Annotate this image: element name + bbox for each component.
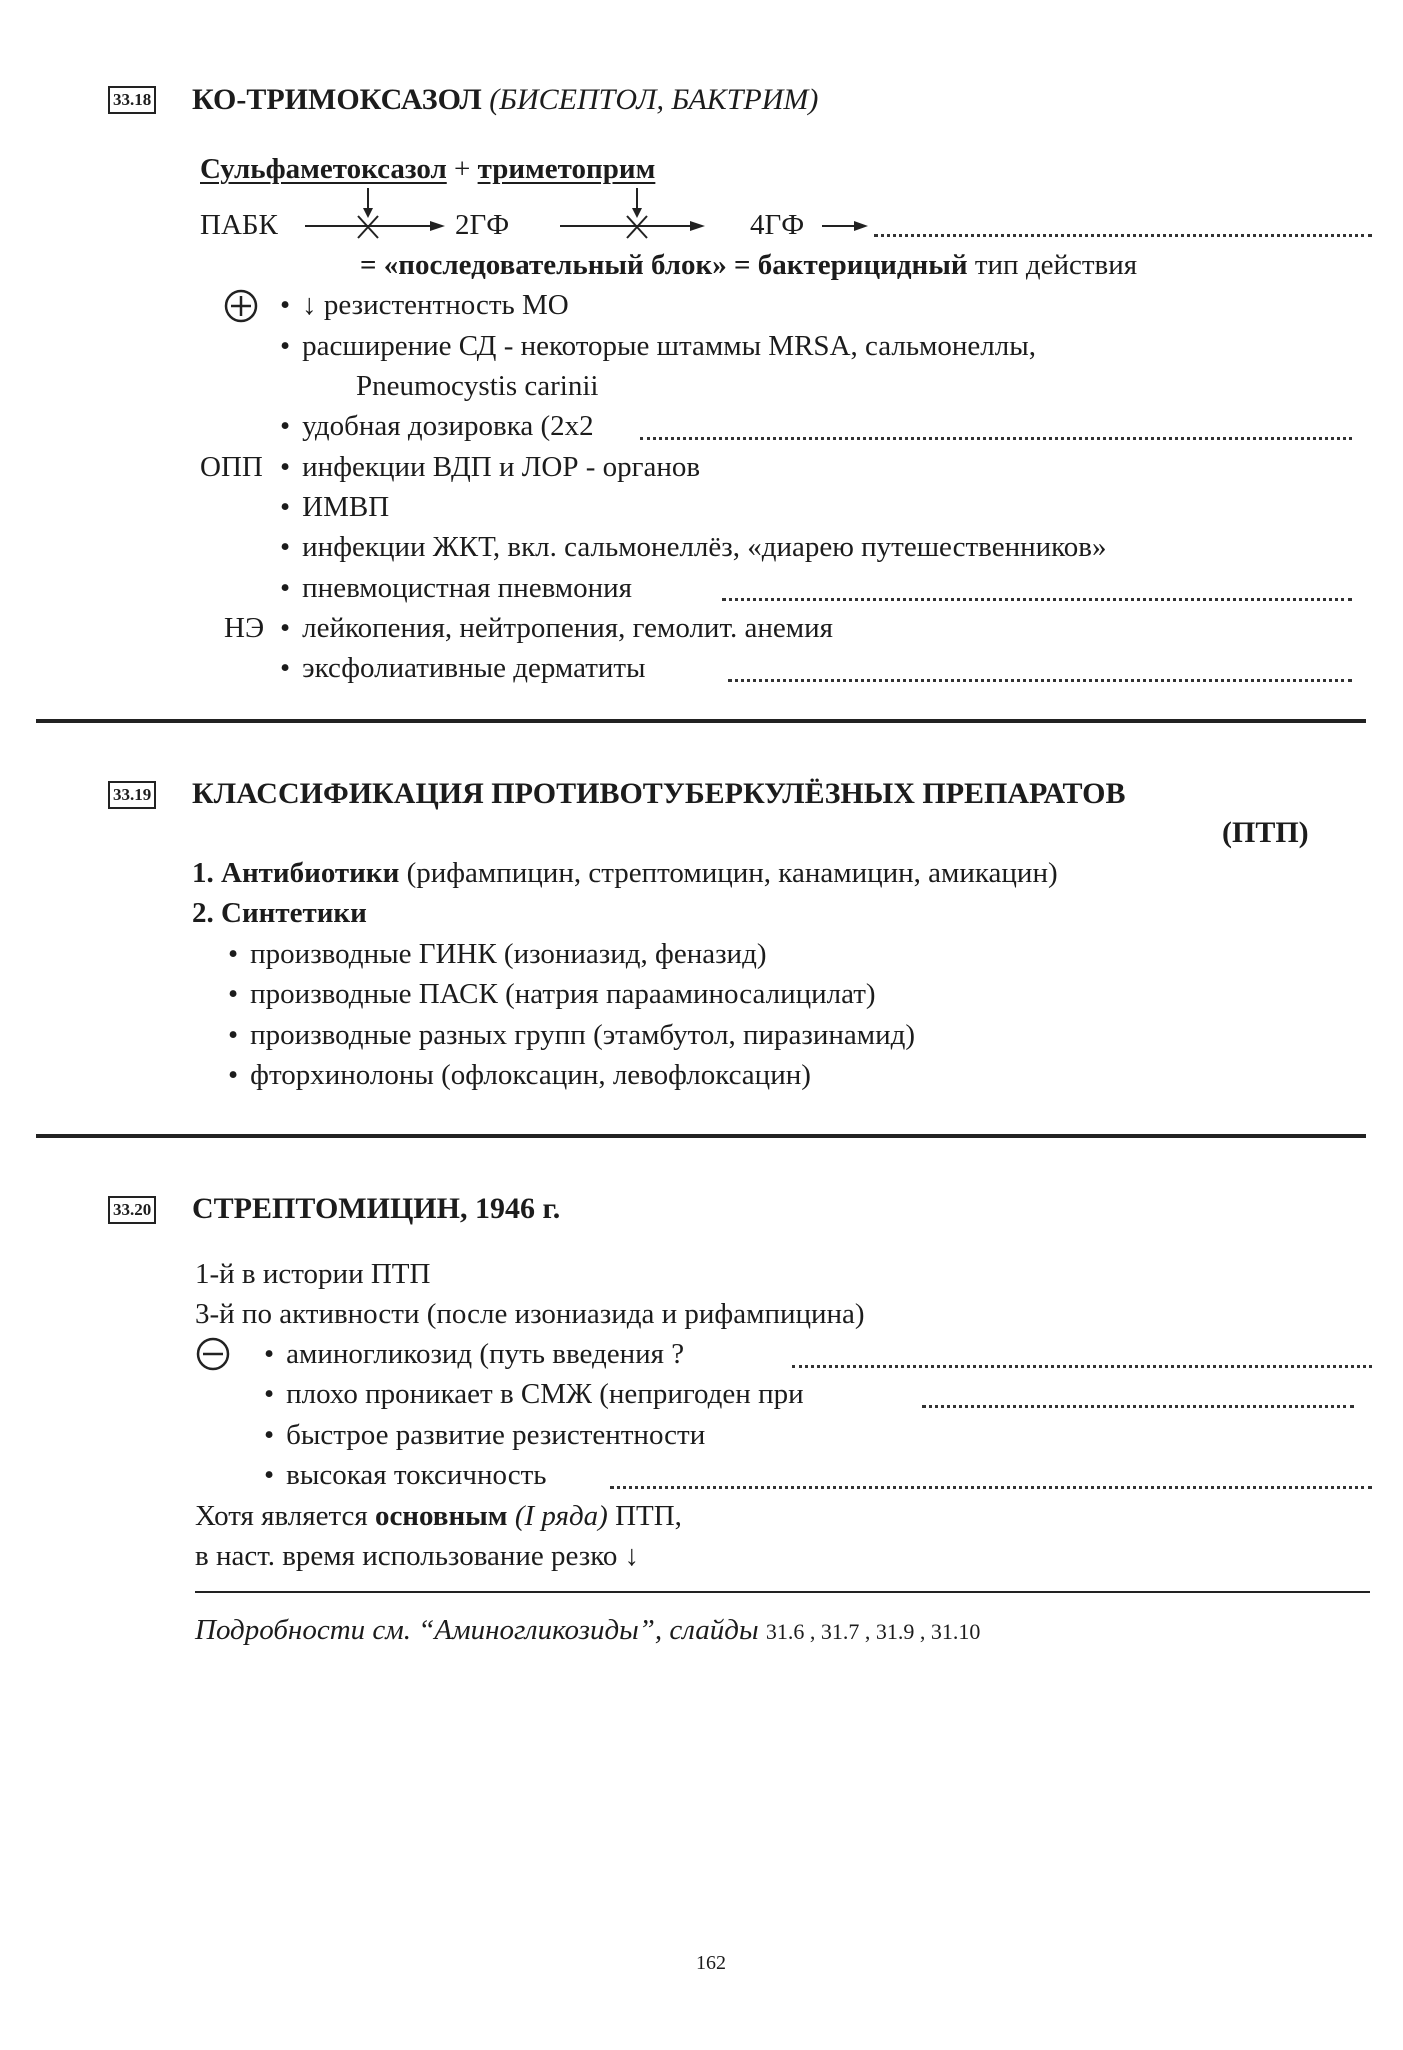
synthetic-subitem: • производные ПАСК (натрия парааминосалицилат): [228, 977, 876, 1011]
dotted-blank: [722, 598, 1352, 601]
plus-item: • расширение СД - некоторые штаммы MRSA, сальмонеллы,: [280, 329, 1036, 363]
strepto-line: 1-й в истории ПТП: [195, 1258, 431, 1290]
minus-item: • высокая токсичность: [264, 1458, 546, 1492]
side-effect-item: • эксфолиативные дерматиты: [280, 651, 646, 685]
conclusion-bold: основным: [374, 1500, 508, 1532]
minus-item: • плохо проникает в СМЖ (непригоден при: [264, 1377, 804, 1411]
section-title-abbr: (ПТП): [1222, 816, 1309, 849]
conclusion-italic: (I ряда): [514, 1500, 608, 1532]
indication-item: • пневмоцистная пневмония: [280, 571, 632, 605]
conclusion-post: ПТП,: [615, 1500, 682, 1532]
dotted-blank: [728, 679, 1352, 682]
dotted-blank: [792, 1365, 1372, 1368]
reference-text: Подробности см. “Аминогликозиды”, слайды: [195, 1614, 759, 1646]
minus-item: • быстрое развитие резистентности: [264, 1418, 705, 1452]
chain-start: ПАБК: [200, 209, 278, 241]
footnote-rule: [195, 1591, 1370, 1593]
reference-slides: 31.6 , 31.7 , 31.9 , 31.10: [765, 1619, 981, 1644]
section-number-box: 33.19: [108, 781, 156, 809]
indication-item: • ИМВП: [280, 490, 389, 524]
conclusion-line-2: в наст. время использование резко ↓: [195, 1540, 640, 1572]
side-effects-label: НЭ: [224, 612, 265, 644]
dotted-blank: [922, 1405, 1354, 1408]
section-divider: [36, 719, 1366, 723]
section-title: КЛАССИФИКАЦИЯ ПРОТИВОТУБЕРКУЛЁЗНЫХ ПРЕПАРАТОВ: [192, 777, 1126, 810]
class-item-antibiotics: [192, 856, 1058, 890]
class-label: 1. Антибиотики: [192, 857, 400, 889]
section-number-box: 33.18: [108, 86, 156, 114]
section-title: СТРЕПТОМИЦИН, 1946 г.: [192, 1192, 561, 1225]
block-bold: = «последовательный блок» = бактерицидный: [360, 249, 968, 281]
title-main: КО-ТРИМОКСАЗОЛ: [192, 83, 482, 116]
chain-mid: 2ГФ: [455, 209, 510, 241]
arrow-3: [820, 216, 870, 236]
plus-item-cont: Pneumocystis carinii: [356, 370, 599, 402]
minus-item: • аминогликозид (путь введения ?: [264, 1337, 684, 1371]
chain-end: 4ГФ: [750, 209, 805, 241]
block-line: [360, 248, 1137, 282]
side-effect-item: • лейкопения, нейтропения, гемолит. анемия: [280, 611, 833, 645]
block-rest: тип действия: [974, 249, 1138, 281]
synthetic-subitem: • фторхинолоны (офлоксацин, левофлоксацин): [228, 1058, 811, 1092]
plus-sign: +: [454, 153, 471, 185]
section-number-box: 33.20: [108, 1196, 156, 1224]
minus-circle-icon: [196, 1337, 230, 1371]
class-item-synthetics: 2. Синтетики: [192, 897, 367, 929]
indication-item: • инфекции ЖКТ, вкл. сальмонеллёз, «диарею путешественников»: [280, 530, 1106, 564]
drug-trimethoprim: триметоприм: [477, 153, 656, 185]
dotted-blank: [610, 1486, 1372, 1489]
class-text: (рифампицин, стрептомицин, канамицин, амикацин): [406, 857, 1058, 889]
combo-line: [200, 152, 655, 186]
section-divider: [36, 1134, 1366, 1138]
plus-circle-icon: [224, 289, 258, 323]
reference-line: [195, 1613, 980, 1649]
dotted-blank: [640, 437, 1352, 440]
blocked-arrow-2: [555, 188, 705, 248]
conclusion-pre: Хотя является: [195, 1500, 368, 1532]
conclusion-line: [195, 1499, 682, 1533]
indication-item: • инфекции ВДП и ЛОР - органов: [280, 450, 700, 484]
synthetic-subitem: • производные разных групп (этамбутол, пиразинамид): [228, 1018, 915, 1052]
plus-item: • ↓ резистентность МО: [280, 288, 569, 322]
page-number: 162: [696, 1952, 726, 1974]
strepto-line: 3-й по активности (после изониазида и рифампицина): [195, 1298, 865, 1330]
plus-item: • удобная дозировка (2х2: [280, 409, 594, 443]
indications-label: ОПП: [200, 451, 263, 483]
blocked-arrow-1: [300, 188, 450, 248]
drug-sulfamethoxazole: Сульфаметоксазол: [200, 153, 447, 185]
synthetic-subitem: • производные ГИНК (изониазид, феназид): [228, 937, 766, 971]
dotted-blank: [874, 234, 1372, 237]
title-subtitle: (БИСЕПТОЛ, БАКТРИМ): [489, 83, 819, 116]
section-title: [192, 82, 818, 118]
